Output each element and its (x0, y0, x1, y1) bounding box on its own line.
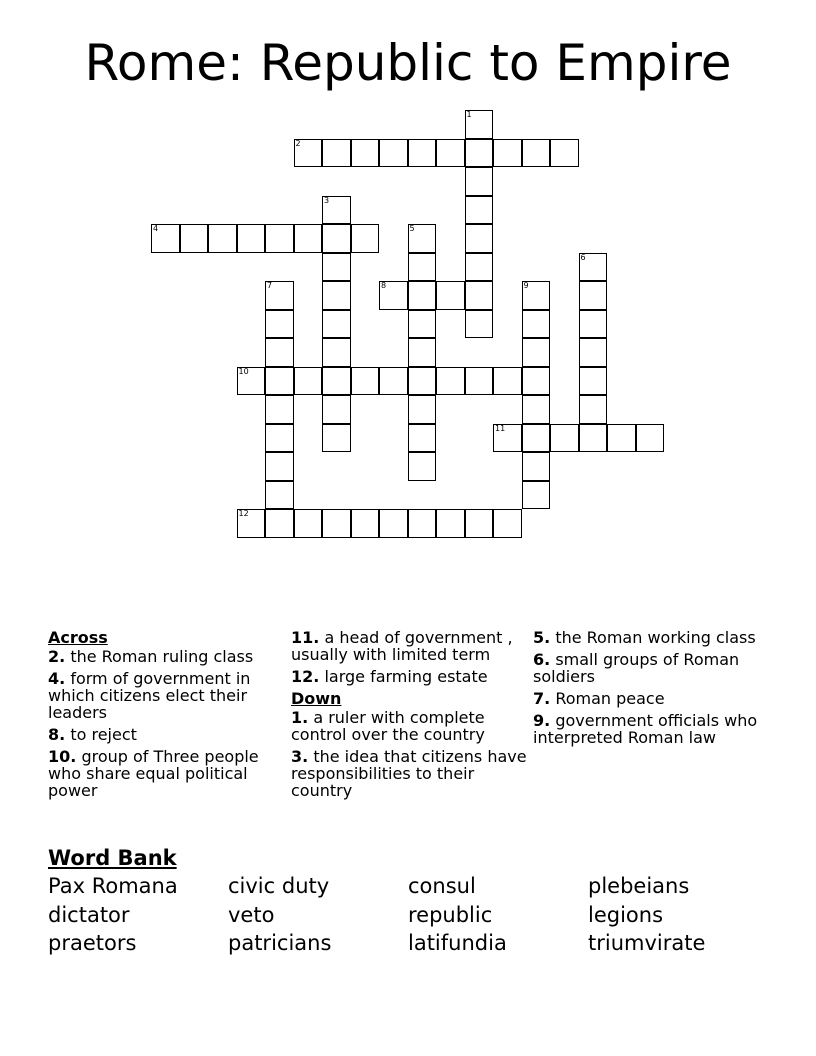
crossword-cell[interactable] (465, 167, 494, 196)
clues-column-1 (48, 629, 288, 804)
clues-column-3 (533, 629, 773, 751)
crossword-cell[interactable] (379, 367, 408, 396)
down-heading: Down (291, 689, 342, 708)
crossword-cell[interactable] (493, 509, 522, 538)
word-bank-item: Pax Romana (48, 874, 178, 898)
clue-number-label: 4 (153, 224, 159, 233)
crossword-cell[interactable] (579, 424, 608, 453)
crossword-cell[interactable] (522, 338, 551, 367)
word-bank-item: praetors (48, 931, 137, 955)
clue-number-label: 10 (238, 366, 249, 376)
word-bank-item: civic duty (228, 874, 330, 898)
clue-across-4: 4. form of government in which citizens elect their leaders (48, 669, 251, 722)
crossword-cell[interactable] (436, 139, 465, 168)
crossword-cell[interactable] (579, 395, 608, 424)
crossword-cell[interactable] (493, 367, 522, 396)
crossword-cell[interactable] (436, 281, 465, 310)
clue-down-3: 3. the idea that citizens have responsibilities to their country (291, 747, 527, 800)
clue-number-label: 2 (295, 138, 301, 148)
crossword-cell[interactable] (465, 224, 494, 253)
crossword-cell[interactable] (265, 452, 294, 481)
word-bank-item: legions (588, 903, 664, 927)
crossword-cell[interactable] (265, 509, 294, 538)
clue-across-12: 12. large farming estate (291, 667, 488, 686)
clue-number-label: 8 (381, 281, 387, 290)
crossword-cell[interactable] (208, 224, 237, 253)
crossword-cell[interactable] (265, 224, 294, 253)
crossword-cell[interactable] (294, 367, 323, 396)
crossword-cell[interactable] (579, 253, 608, 282)
word-bank-item: veto (228, 903, 275, 927)
clue-across-2: 2. the Roman ruling class (48, 647, 254, 666)
crossword-cell[interactable] (636, 424, 665, 453)
crossword-cell[interactable] (522, 395, 551, 424)
crossword-cell[interactable] (550, 424, 579, 453)
crossword-cell[interactable] (579, 281, 608, 310)
crossword-cell[interactable] (351, 139, 380, 168)
crossword-cell[interactable] (408, 509, 437, 538)
crossword-cell[interactable] (465, 310, 494, 339)
crossword-cell[interactable] (351, 509, 380, 538)
crossword-cell[interactable] (465, 110, 494, 139)
clue-number-label: 7 (267, 281, 273, 290)
word-bank-item: patricians (228, 931, 332, 955)
crossword-cell[interactable] (322, 310, 351, 339)
clue-down-6: 6. small groups of Roman soldiers (533, 650, 740, 686)
crossword-cell[interactable] (294, 139, 323, 168)
crossword-cell[interactable] (265, 395, 294, 424)
crossword-cell[interactable] (379, 509, 408, 538)
clue-down-5: 5. the Roman working class (533, 628, 756, 647)
crossword-cell[interactable] (436, 509, 465, 538)
clue-across-10: 10. group of Three people who share equal political power (48, 747, 259, 800)
crossword-cell[interactable] (436, 367, 465, 396)
crossword-cell[interactable] (522, 281, 551, 310)
word-bank-item: triumvirate (588, 931, 706, 955)
across-heading: Across (48, 628, 108, 647)
clue-across-8: 8. to reject (48, 725, 137, 744)
crossword-cell[interactable] (465, 253, 494, 282)
crossword-cell[interactable] (522, 310, 551, 339)
crossword-cell[interactable] (522, 424, 551, 453)
crossword-cell[interactable] (265, 481, 294, 510)
crossword-cell[interactable] (265, 281, 294, 310)
crossword-cell[interactable] (180, 224, 209, 253)
crossword-cell[interactable] (322, 338, 351, 367)
crossword-cell[interactable] (522, 367, 551, 396)
crossword-cell[interactable] (322, 395, 351, 424)
crossword-cell[interactable] (465, 196, 494, 225)
crossword-cell[interactable] (408, 281, 437, 310)
clue-down-1: 1. a ruler with complete control over the country (291, 708, 485, 744)
crossword-cell[interactable] (322, 139, 351, 168)
crossword-cell[interactable] (607, 424, 636, 453)
crossword-cell[interactable] (379, 139, 408, 168)
crossword-cell[interactable] (351, 367, 380, 396)
crossword-cell[interactable] (408, 338, 437, 367)
crossword-cell[interactable] (465, 509, 494, 538)
word-bank-title: Word Bank (48, 846, 177, 870)
crossword-cell[interactable] (465, 139, 494, 168)
crossword-cell[interactable] (579, 338, 608, 367)
clue-down-9: 9. government officials who interpreted Roman law (533, 711, 758, 747)
crossword-cell[interactable] (322, 424, 351, 453)
crossword-cell[interactable] (379, 281, 408, 310)
crossword-cell[interactable] (408, 224, 437, 253)
word-bank-item: latifundia (408, 931, 507, 955)
crossword-cell[interactable] (265, 424, 294, 453)
crossword-cell[interactable] (265, 310, 294, 339)
crossword-cell[interactable] (465, 281, 494, 310)
crossword-cell[interactable] (294, 509, 323, 538)
word-bank-item: plebeians (588, 874, 690, 898)
clue-number-label: 5 (409, 224, 415, 233)
word-bank-item: consul (408, 874, 476, 898)
crossword-cell[interactable] (265, 367, 294, 396)
crossword-cell[interactable] (522, 139, 551, 168)
crossword-cell[interactable] (322, 281, 351, 310)
crossword-cell[interactable] (465, 367, 494, 396)
crossword-cell[interactable] (408, 452, 437, 481)
crossword-cell[interactable] (237, 224, 266, 253)
crossword-cell[interactable] (294, 224, 323, 253)
clue-number-label: 12 (238, 509, 249, 518)
crossword-cell[interactable] (408, 139, 437, 168)
crossword-cell[interactable] (522, 481, 551, 510)
clue-number-label: 3 (324, 195, 330, 205)
crossword-cell[interactable] (237, 367, 266, 396)
page-title: Rome: Republic to Empire (84, 34, 732, 92)
word-bank-item: republic (408, 903, 493, 927)
crossword-cell[interactable] (408, 310, 437, 339)
crossword-cell[interactable] (322, 367, 351, 396)
clues-column-2 (291, 629, 531, 804)
crossword-cell[interactable] (408, 367, 437, 396)
crossword-cell[interactable] (351, 224, 380, 253)
crossword-cell[interactable] (408, 424, 437, 453)
clue-across-11: 11. a head of government , usually with limited term (291, 628, 513, 664)
crossword-cell[interactable] (579, 367, 608, 396)
crossword-cell[interactable] (579, 310, 608, 339)
crossword-cell[interactable] (322, 253, 351, 282)
crossword-cell[interactable] (408, 395, 437, 424)
clue-number-label: 1 (466, 110, 472, 119)
clue-number-label: 6 (580, 252, 586, 262)
crossword-cell[interactable] (493, 139, 522, 168)
crossword-cell[interactable] (265, 338, 294, 367)
crossword-cell[interactable] (237, 509, 266, 538)
crossword-cell[interactable] (522, 452, 551, 481)
clue-down-7: 7. Roman peace (533, 689, 665, 708)
crossword-cell[interactable] (322, 224, 351, 253)
clue-number-label: 9 (523, 281, 529, 290)
crossword-cell[interactable] (493, 424, 522, 453)
crossword-cell[interactable] (550, 139, 579, 168)
crossword-cell[interactable] (322, 196, 351, 225)
word-bank-item: dictator (48, 903, 130, 927)
crossword-cell[interactable] (322, 509, 351, 538)
crossword-cell[interactable] (408, 253, 437, 282)
crossword-cell[interactable] (151, 224, 180, 253)
clue-number-label: 11 (495, 423, 506, 433)
